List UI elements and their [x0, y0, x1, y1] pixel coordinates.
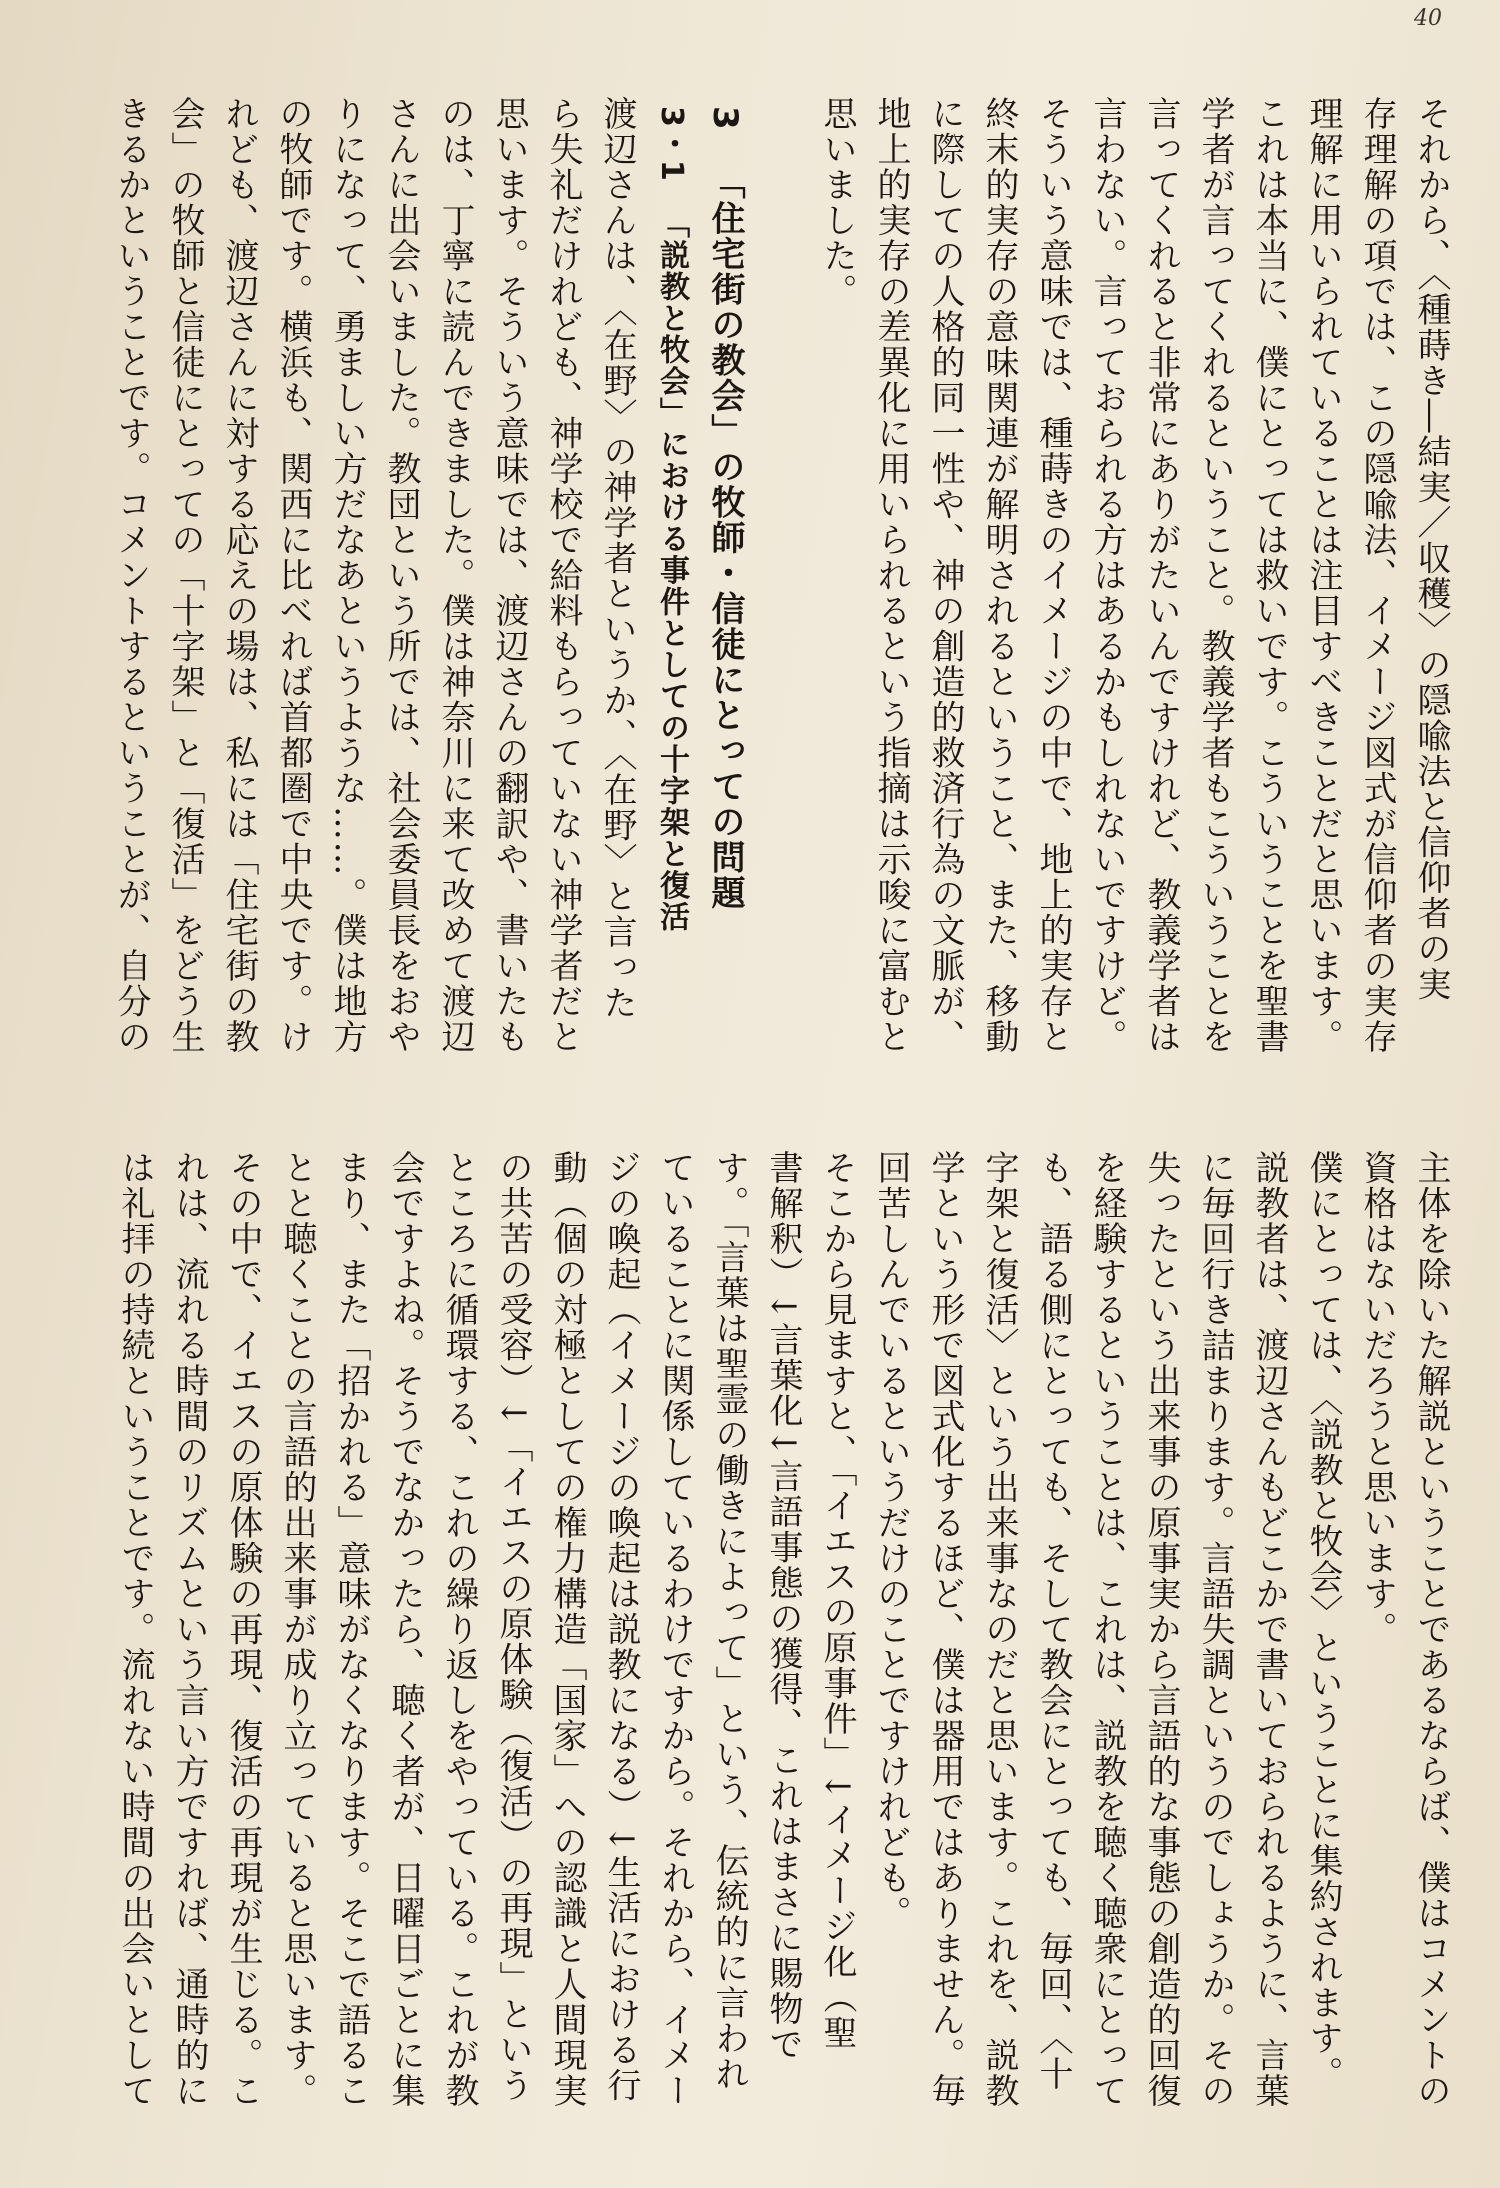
text-column: のは、丁寧に読んできました。僕は神奈川に来て改めて渡辺: [435, 96, 475, 1055]
text-column: ジの喚起（イメージの喚起は説教になる）↓生活における行: [601, 1150, 641, 2103]
text-column: 会ですよね。そうでなかったら、聴く者が、日曜日ごとに集: [385, 1150, 425, 2109]
text-column: を経験するということは、これは、説教を聴く聴衆にとって: [1087, 1150, 1127, 2109]
text-column: す。「言葉は聖霊の働きによって」という、伝統的に言われ: [709, 1150, 749, 2092]
text-column: 失ったという出来事の原事実から言語的な事態の創造的回復: [1141, 1150, 1181, 2109]
text-column: も、語る側にとっても、そして教会にとっても、毎回、〈十: [1033, 1150, 1073, 2092]
section-number: 3: [705, 106, 745, 132]
page-number: 40: [1414, 6, 1442, 31]
text-column: ところに循環する、これの繰り返しをやっている。これが教: [439, 1150, 479, 2109]
text-column: そういう意味では、種蒔きのイメージの中で、地上的実存と: [1033, 96, 1073, 1055]
text-column: りになって、勇ましい方だなあというような……。僕は地方: [327, 96, 367, 1055]
text-column: れども、渡辺さんに対する応えの場は、私には「住宅街の教: [219, 96, 259, 1055]
text-column: そこから見ますと、「イエスの原事件」↓イメージ化（聖: [817, 1150, 857, 2051]
text-column: 回苦しんでいるというだけのことですけれども。: [871, 1150, 911, 1931]
text-column: とと聴くことの言語的出来事が成り立っていると思います。: [277, 1150, 317, 2109]
section-heading: [698, 96, 752, 1081]
text-column: 言わない。言っておられる方はあるかもしれないですけど。: [1087, 96, 1127, 1055]
text-column: 学という形で図式化するほど、僕は器用ではありません。毎: [925, 1150, 965, 2109]
subsection-number: 3・1: [654, 106, 689, 183]
section-title: 「住宅街の教会」の牧師・信徒にとっての問題: [705, 165, 745, 911]
text-column: 主体を除いた解説ということであるならば、僕はコメントの: [1411, 1150, 1451, 2109]
text-column: 思いました。: [817, 96, 857, 309]
subsection-title: 「説教と牧会」における事件としての十字架と復活: [654, 208, 689, 933]
text-column: これは本当に、僕にとっては救いです。こういうことを聖書: [1249, 96, 1289, 1055]
text-column: 地上的実存の差異化に用いられるという指摘は示唆に富むと: [871, 96, 911, 1055]
text-column: ていることに関係しているわけですから。それから、イメー: [655, 1150, 695, 2109]
text-column: 終末的実存の意味関連が解明されるということ、また、移動: [979, 96, 1019, 1055]
subsection-heading: [644, 96, 698, 1081]
text-column: 会」の牧師と信徒にとっての「十字架」と「復活」をどう生: [165, 96, 205, 1055]
bottom-tier: [24, 1150, 1458, 2160]
text-column: 僕にとっては、〈説教と牧会〉ということに集約されます。: [1303, 1150, 1343, 2092]
text-column: 動（個の対極としての権力構造「国家」への認識と人間現実: [547, 1150, 587, 2109]
text-column: 書解釈）↓言葉化↓言語事態の獲得、これはまさに賜物で: [763, 1150, 803, 2062]
text-column: は礼拝の持続ということです。流れない時間の出会いとして: [115, 1150, 155, 2109]
text-column: の共苦の受容）↓「イエスの原体験（復活）の再現」という: [493, 1150, 533, 2103]
top-tier: [24, 96, 1458, 1081]
text-column: それから、〈種蒔き―結実／収穫〉の隠喩法と信仰者の実: [1411, 96, 1451, 1002]
text-column: 言ってくれると非常にありがたいんですけれど、教義学者は: [1141, 96, 1181, 1055]
text-column: 存理解の項では、この隠喩法、イメージ図式が信仰者の実存: [1357, 96, 1397, 1055]
text-column: の牧師です。横浜も、関西に比べれば首都圏で中央です。け: [273, 96, 313, 1055]
text-column: 学者が言ってくれるということ。教義学者もこういうことを: [1195, 96, 1235, 1055]
text-column: その中で、イエスの原体験の再現、復活の再現が生じる。こ: [223, 1150, 263, 2109]
text-column: 渡辺さんは、〈在野〉の神学者というか、〈在野〉と言った: [597, 96, 637, 1021]
text-column: 理解に用いられていることは注目すべきことだと思います。: [1303, 96, 1343, 1055]
text-column: 思います。そういう意味では、渡辺さんの翻訳や、書いたも: [489, 96, 529, 1055]
text-column: さんに出会いました。教団という所では、社会委員長をおや: [381, 96, 421, 1055]
text-column: 説教者は、渡辺さんもどこかで書いておられるように、言葉: [1249, 1150, 1289, 2109]
text-column: まり、また「招かれる」意味がなくなります。そこで語るこ: [331, 1150, 371, 2109]
text-column: 資格はないだろうと思います。: [1357, 1150, 1397, 1647]
text-column: ら失礼だけれども、神学校で給料もらっていない神学者だと: [543, 96, 583, 1055]
text-column: れは、流れる時間のリズムという言い方ですれば、通時的に: [169, 1150, 209, 2109]
text-column: に毎回行き詰まります。言語失調というのでしょうか。その: [1195, 1150, 1235, 2109]
text-column: きるかということです。コメントするということが、自分の: [111, 96, 151, 1055]
text-column: 字架と復活〉という出来事なのだと思います。これを、説教: [979, 1150, 1019, 2109]
text-column: に際しての人格的同一性や、神の創造的救済行為の文脈が、: [925, 96, 965, 1055]
